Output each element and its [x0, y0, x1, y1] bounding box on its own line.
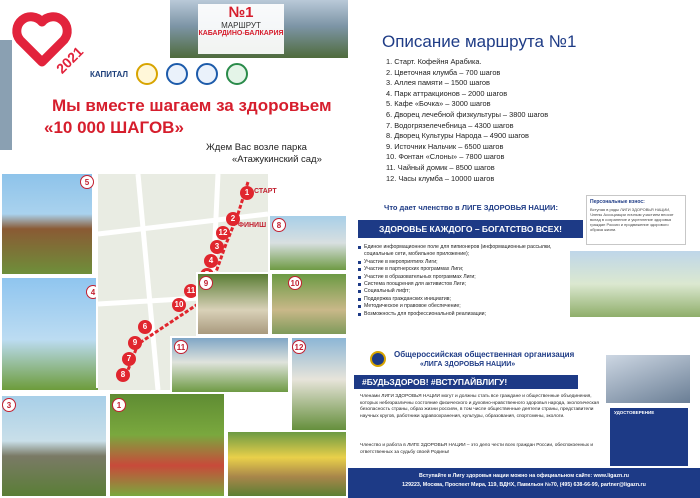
route-description-title: Описание маршрута №1 [382, 32, 577, 51]
contact-footer [348, 468, 700, 498]
benefit-item: Социальный лифт; [358, 288, 580, 295]
fee-box-text: Вступая в ряды ЛИГИ ЗДОРОВЬЯ НАЦИИ, Члены Ассоциации личным участием вносят вклад в сохранение и укрепление здоровья граждан России и продвижение здорового образа жизни. [590, 207, 674, 232]
thumbs-up-photo [606, 355, 690, 403]
route-item: 5. Кафе «Бочка» – 3000 шагов [386, 99, 491, 109]
route-item: 6. Дворец лечебной физкультуры – 3800 шагов [386, 109, 549, 119]
route-number: №1 [228, 4, 254, 21]
start-label: СТАРТ [254, 188, 277, 195]
fee-box-title: Персональные взнос: [590, 199, 645, 205]
map-marker: 3 [210, 240, 224, 254]
route-item: 4. Парк аттракционов – 2000 шагов [386, 88, 508, 98]
route-item: 7. Водогрязелечебница – 4300 шагов [386, 120, 514, 130]
finish-label: ФИНИШ [238, 222, 267, 229]
photo-flower-clock [108, 392, 226, 498]
photo-elephant-fountain [270, 272, 348, 336]
membership-text: Членами ЛИГИ ЗДОРОВЬЯ НАЦИИ могут и должны стать все граждане и общественные объединения, которых небезразличны состояние физического и духовно-нравственного здоровья народа, экологическая безопасность страны, образ жизни россиян, в том числе общественные деятели страны, представители научных кругов, работники здравоохранения, культуры, образования, спортсмены, экологи. [360, 394, 599, 419]
photo-number: 10 [288, 276, 302, 290]
hashtag-banner: #БУДЬЗДОРОВ! #ВСТУПАЙВЛИГУ! [354, 375, 578, 389]
benefit-item: Поддержка гражданских инициатив; [358, 296, 580, 303]
route-item: 2. Цветочная клумба – 700 шагов [386, 67, 501, 77]
benefits-list [358, 244, 580, 318]
benefit-item: Единое информационное поле для пипионеров (информационные рассылки, социальные сети, мобильное приложение); [358, 244, 580, 259]
route-item: 12. Часы клумба – 10000 шагов [386, 173, 495, 183]
photo-memorial [0, 394, 108, 498]
benefit-item: Участие в партнерских программах Лиги; [358, 266, 580, 273]
region-label: КАБАРДИНО-БАЛКАРИЯ [198, 30, 284, 37]
map-marker: 6 [138, 320, 152, 334]
map-marker: 9 [128, 336, 142, 350]
route-item: 10. Фонтан «Слоны» – 7800 шагов [386, 152, 505, 162]
photo-barrel-cafe [0, 172, 94, 276]
map-marker: 7 [122, 352, 136, 366]
footer-website: Вступайте в Лигу здоровья нации можно на официальном сайте: www.ligazn.ru [419, 473, 629, 479]
photo-number: 1 [112, 398, 126, 412]
map-marker: 11 [184, 284, 198, 298]
benefit-item: Участие в образовательных программах Лиги; [358, 274, 580, 281]
photo-number: 11 [174, 340, 188, 354]
benefit-item: Участие в мероприятиях Лиги; [358, 259, 580, 266]
slogan-banner: ЗДОРОВЬЕ КАЖДОГО – БОГАТСТВО ВСЕХ! [358, 220, 583, 238]
route-item: 11. Чайный домик – 8500 шагов [386, 162, 495, 172]
member-card [610, 408, 688, 466]
map-marker: 2 [226, 212, 240, 226]
headline: Мы вместе шагаем за здоровьем [52, 96, 332, 115]
photo-fountain-park [226, 430, 348, 498]
route-badge [198, 4, 284, 54]
poster-right [348, 0, 700, 498]
partner-logos [90, 62, 248, 86]
photo-number: 8 [272, 218, 286, 232]
photo-number: 12 [292, 340, 306, 354]
side-photo [0, 40, 12, 150]
org-line-1: Общероссийская общественная организация [394, 350, 575, 359]
route-item: 9. Источник Нальчик – 6500 шагов [386, 141, 504, 151]
photo-number: 4 [86, 285, 100, 299]
invite-line-2: «Атажукинский сад» [232, 154, 322, 165]
route-item: 8. Дворец Культуры Народа – 4900 шагов [386, 131, 529, 141]
medical-logo-icon [166, 63, 188, 85]
membership-text-2: Членство и работа в ЛИГЕ ЗДОРОВЬЯ НАЦИИ – это дело чести всех граждан России, обеспокоенных и ответственных за судьбу своей Родины! [360, 443, 594, 455]
benefit-item: Возможность для профессиональной реализации; [358, 311, 580, 318]
map-marker: 1 [240, 186, 254, 200]
year-label: 2021 [52, 43, 87, 77]
photo-number: 5 [80, 175, 94, 189]
steps-title: «10 000 ШАГОВ» [44, 118, 184, 137]
kapital-logo: КАПИТАЛ [90, 69, 128, 79]
photo-tea-house [170, 336, 290, 394]
footer-address: 129223, Москва, Проспект Мира, 119, ВДНХ, Павильон №70, (495) 638-66-99, partner@ligazn.ru [402, 482, 646, 488]
emblem-logo-icon [196, 63, 218, 85]
liga-emblem-icon [370, 351, 386, 367]
map-marker: 4 [204, 254, 218, 268]
liga-logo-icon [136, 63, 158, 85]
benefit-item: Методическое и правовое обеспечение; [358, 303, 580, 310]
member-card-label: УДОСТОВЕРЕНИЕ [614, 410, 655, 415]
poster-left [0, 0, 348, 498]
route-item: 1. Старт. Кофейня Арабика. [386, 57, 482, 66]
route-word: МАРШРУТ [221, 21, 261, 30]
route-list [386, 57, 548, 184]
map-marker: 12 [216, 226, 230, 240]
photo-number: 3 [2, 398, 16, 412]
benefit-item: Система поощрения для активистов Лиги; [358, 281, 580, 288]
photo-number: 9 [199, 276, 213, 290]
membership-fee-box [586, 195, 686, 245]
membership-question: Что дает членство в ЛИГЕ ЗДОРОВЬЯ НАЦИИ: [384, 203, 558, 212]
route-item: 3. Аллея памяти – 1500 шагов [386, 78, 490, 88]
walkers-photo [570, 251, 700, 317]
org-line-2: «ЛИГА ЗДОРОВЬЯ НАЦИИ» [420, 361, 516, 368]
invite-line-1: Ждем Вас возле парка [206, 142, 307, 153]
mountain-logo-icon [226, 63, 248, 85]
map-marker: 8 [116, 368, 130, 382]
map-marker: 10 [172, 298, 186, 312]
